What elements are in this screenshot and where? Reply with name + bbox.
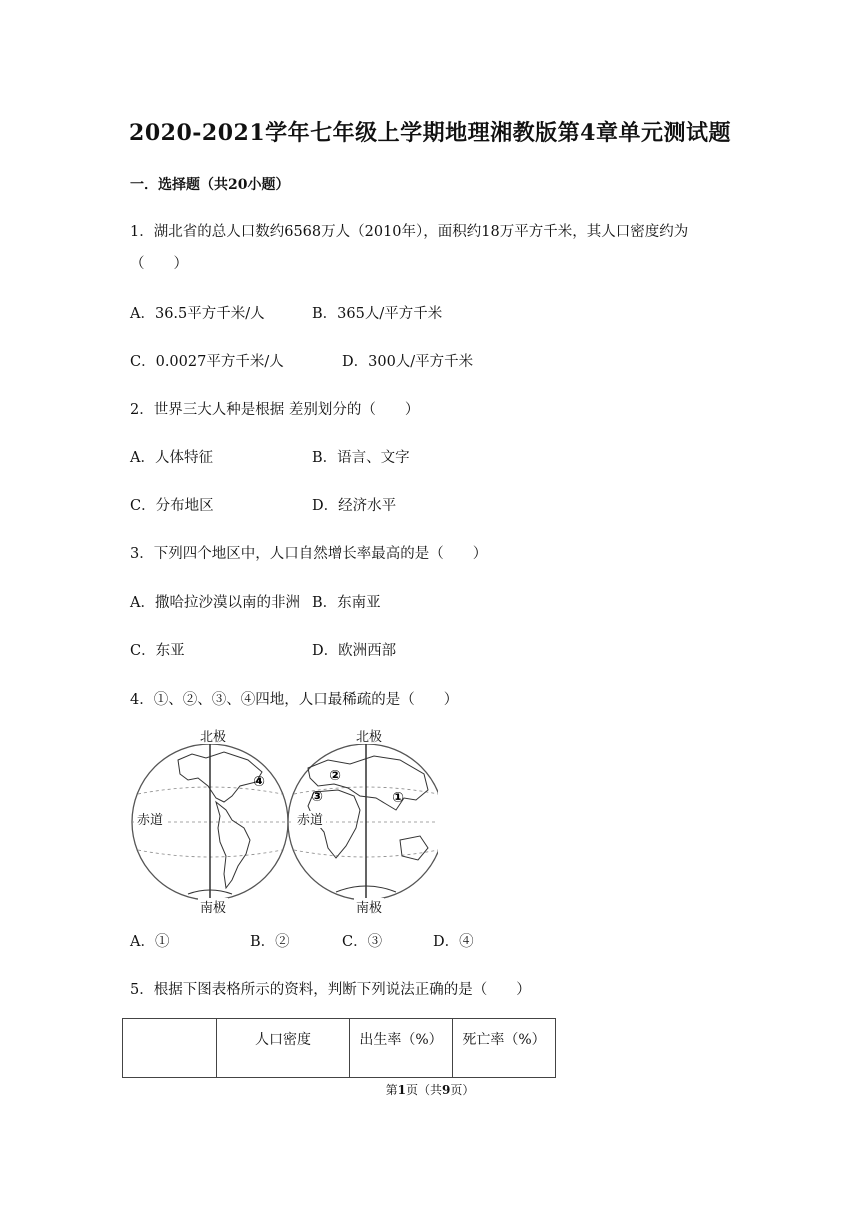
question-5-text: 5．根据下图表格所示的资料，判断下列说法正确的是（ ） <box>130 982 531 998</box>
question-4-text: 4．①、②、③、④四地，人口最稀疏的是（ ） <box>130 692 459 708</box>
q2-option-b: B．语言、文字 <box>312 450 410 466</box>
marker-3: ③ <box>311 789 323 805</box>
table-header-cell: 出生率（%） <box>350 1019 453 1078</box>
q3-option-c: C．东亚 <box>130 643 185 659</box>
q2-option-c: C．分布地区 <box>130 498 214 514</box>
document-title: 2020-2021学年七年级上学期地理湘教版第4章单元测试题 <box>129 120 731 146</box>
equator-label-west: 赤道 <box>136 813 164 828</box>
footer-suffix: 页） <box>450 1083 475 1097</box>
question-2-text: 2．世界三大人种是根据 差别划分的（ ） <box>130 402 420 418</box>
q3-option-a: A．撒哈拉沙漠以南的非洲 <box>130 595 300 611</box>
data-table <box>122 1018 556 1078</box>
q3-option-d: D．欧洲西部 <box>312 643 397 659</box>
q4-option-d: D．④ <box>433 934 474 950</box>
q1-option-d: D．300人/平方千米 <box>342 354 474 370</box>
north-pole-label-east: 北极 <box>355 730 383 745</box>
q4-option-c: C．③ <box>342 934 383 950</box>
marker-4: ④ <box>253 774 265 790</box>
table-header-cell: 人口密度 <box>217 1019 350 1078</box>
table-header-cell <box>123 1019 217 1078</box>
page-footer <box>0 1081 860 1098</box>
question-1-text-cont: （ ） <box>130 256 188 272</box>
table-header-cell: 死亡率（%） <box>453 1019 556 1078</box>
equator-label-east: 赤道 <box>296 813 324 828</box>
footer-page-number: 1 <box>397 1083 406 1097</box>
north-pole-label-west: 北极 <box>199 730 227 745</box>
q2-option-d: D．经济水平 <box>312 498 397 514</box>
footer-total-pages: 9 <box>442 1083 451 1097</box>
marker-2: ② <box>329 768 341 784</box>
q1-option-c: C．0.0027平方千米/人 <box>130 354 284 370</box>
q1-option-b: B．365人/平方千米 <box>312 306 443 322</box>
question-1-text: 1．湖北省的总人口数约6568万人（2010年），面积约18万平方千米，其人口密度约为 <box>130 224 689 240</box>
q1-option-a: A．36.5平方千米/人 <box>130 306 265 322</box>
world-hemispheres-map <box>128 724 438 914</box>
section-heading: 一．选择题（共20小题） <box>130 177 290 193</box>
south-pole-label-west: 南极 <box>199 901 227 914</box>
q4-option-b: B．② <box>250 934 290 950</box>
question-3-text: 3．下列四个地区中，人口自然增长率最高的是（ ） <box>130 546 488 562</box>
q4-option-a: A．① <box>130 934 170 950</box>
footer-mid: 页（共 <box>405 1083 442 1097</box>
footer-prefix: 第 <box>385 1083 398 1097</box>
q2-option-a: A．人体特征 <box>130 450 213 466</box>
q3-option-b: B．东南亚 <box>312 595 381 611</box>
table-row <box>123 1019 556 1078</box>
marker-1: ① <box>392 790 404 806</box>
south-pole-label-east: 南极 <box>355 901 383 914</box>
